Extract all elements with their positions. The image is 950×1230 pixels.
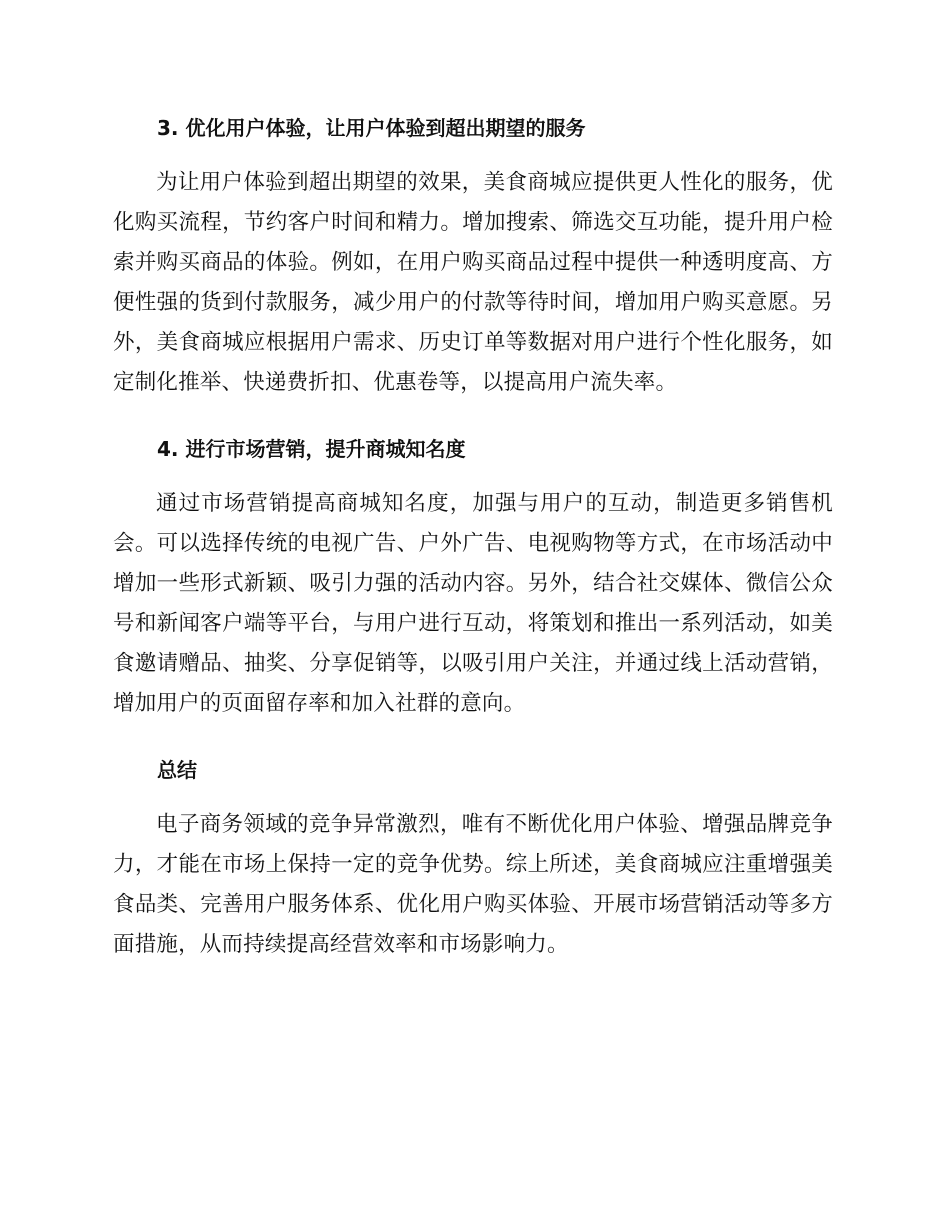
section-body-summary: 电子商务领域的竞争异常激烈，唯有不断优化用户体验、增强品牌竞争力，才能在市场上保持一定的竞争优势。综上所述，美食商城应注重增强美食品类、完善用户服务体系、优化用户购买体验、开展市场营销活动等多方面措施，从而持续提高经营效率和市场影响力。 [113, 812, 833, 957]
section-body-marketing: 通过市场营销提高商城知名度，加强与用户的互动，制造更多销售机会。可以选择传统的电视广告、户外广告、电视购物等方式，在市场活动中增加一些形式新颖、吸引力强的活动内容。另外，结合社交媒体、微信公众号和新闻客户端等平台，与用户进行互动，将策划和推出一系列活动，如美食邀请赠品、抽奖、分享促销等，以吸引用户关注，并通过线上活动营销，增加用户的页面留存率和加入社群的意向。 [113, 491, 833, 716]
section-heading-marketing: 4. 进行市场营销，提升商城知名度 [157, 437, 466, 461]
section-body-user-experience: 为让用户体验到超出期望的效果，美食商城应提供更人性化的服务，优化购买流程，节约客户时间和精力。增加搜索、筛选交互功能，提升用户检索并购买商品的体验。例如，在用户购买商品过程中提供一种透明度高、方便性强的货到付款服务，减少用户的付款等待时间，增加用户购买意愿。另外，美食商城应根据用户需求、历史订单等数据对用户进行个性化服务，如定制化推举、快递费折扣、优惠卷等，以提高用户流失率。 [113, 170, 833, 395]
section-heading-summary: 总结 [157, 758, 197, 782]
section-heading-user-experience: 3. 优化用户体验，让用户体验到超出期望的服务 [157, 116, 586, 140]
